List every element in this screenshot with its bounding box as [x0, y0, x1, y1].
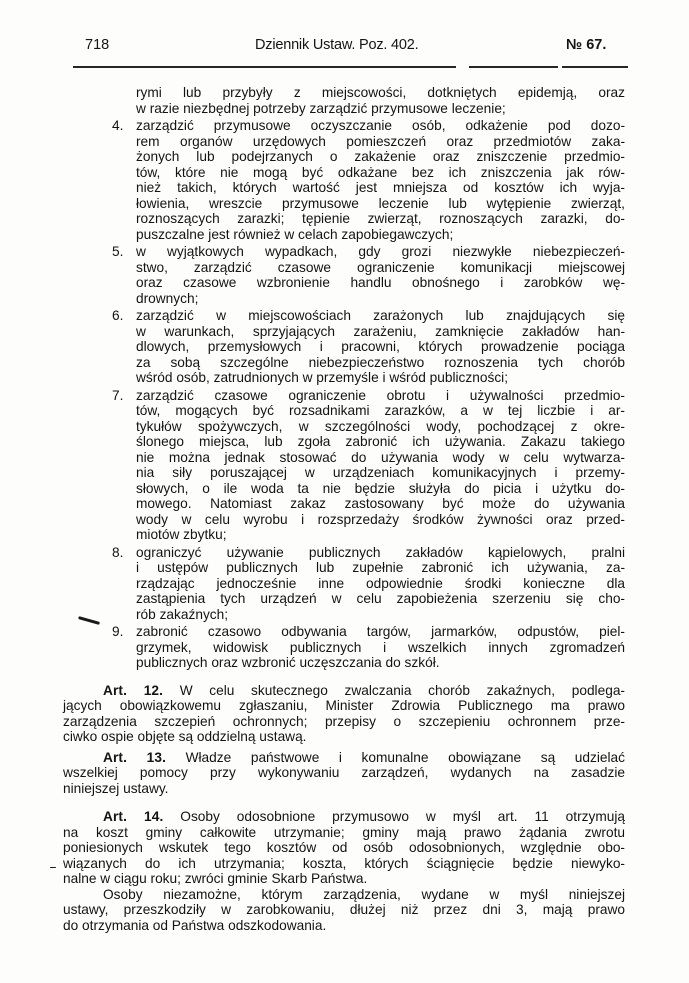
- list-item: [63, 545, 625, 623]
- list-item: [63, 244, 625, 306]
- article-label: Art. 12.: [103, 682, 164, 698]
- text-line: dlowych, przemysłowych i pracowni, których prowadzenie pociąga: [136, 339, 625, 354]
- article-label: Art. 13.: [103, 749, 166, 765]
- article-14: [63, 809, 625, 933]
- text-segment: Władze państwowe i komunalne obowiązane są udzielać: [185, 749, 625, 765]
- text-line: ograniczyć używanie publicznych zakładów kąpielowych, pralni: [136, 544, 625, 560]
- text-line: rem organów urzędowych pomieszczeń oraz przedmiotów zaka-: [136, 133, 625, 149]
- text-line: w wyjątkowych wypadkach, gdy grozi niezwykłe niebezpieczeń-: [136, 244, 625, 259]
- text-line: niniejszej ustawy.: [63, 780, 169, 796]
- list-item-number: 5.: [112, 244, 124, 259]
- text-line: wśród osób, zatrudnionych w przemyśle i wśród publiczności;: [136, 370, 509, 385]
- text-line: wiązanych do ich utrzymania; koszta, których ściągnięcie będzie niewyko-: [63, 855, 625, 871]
- text-line: poniesionych wskutek tego kosztów od osób odosobnionych, względnie obo-: [63, 840, 625, 855]
- text-segment: W celu skutecznego zwalczania chorób zakaźnych, podlega-: [179, 682, 625, 698]
- list-item-number: 6.: [112, 308, 124, 323]
- publication-title: Dziennik Ustaw. Poz. 402.: [255, 37, 419, 53]
- list-item-number: 7.: [112, 387, 124, 403]
- article-13: [63, 750, 625, 797]
- list-item-number: 4.: [112, 118, 124, 133]
- article-first-line: [63, 683, 625, 699]
- text-line: tów, które nie mogą być odkażane bez ich zniszczenia jak rów-: [136, 164, 625, 180]
- header-rule: [469, 66, 558, 68]
- text-line: tów, mogących być rozsadnikami zarazków, a w tej liczbie i ar-: [136, 403, 625, 418]
- text-line: zabronić czasowo odbywania targów, jarmarków, odpustów, piel-: [136, 624, 625, 639]
- document-body: [63, 85, 625, 933]
- issue-number: № 67.: [566, 37, 607, 53]
- text-line: łowienia, wreszcie przymusowe leczenie lub wytępienie zwierząt,: [136, 195, 625, 211]
- paragraph-lines: [136, 308, 625, 386]
- header-rule: [562, 66, 628, 68]
- text-line: i ustępów publicznych lub zupełnie zabronić ich używania, za-: [136, 560, 625, 575]
- list-item: [63, 388, 625, 543]
- paragraph-lines: [136, 545, 625, 623]
- text-line: zarządzić czasowe ograniczenie obrotu i używalności przedmio-: [136, 387, 625, 403]
- ink-speck: [50, 867, 56, 868]
- text-line: nia siły poruszającej w urządzeniach komunikacyjnych i przemy-: [136, 465, 625, 480]
- text-line: na koszt gminy całkowite utrzymanie; gminy mają prawo żądania zwrotu: [63, 824, 625, 840]
- article-label: Art. 14.: [103, 809, 164, 824]
- text-line: roznoszących zarazki; tępienie zwierząt, roznoszących zarazki, do-: [136, 211, 625, 226]
- page-number: 718: [85, 37, 110, 53]
- list-item-number: 9.: [112, 624, 124, 639]
- text-line: puszczalne jest również w celach zapobiegawczych;: [136, 226, 454, 242]
- list-item: [63, 118, 625, 242]
- header-rule: [73, 66, 456, 68]
- list-item-number: 8.: [112, 544, 124, 560]
- list-item-continuation: [63, 85, 625, 116]
- text-line: w warunkach, sprzyjających zarażeniu, zamknięcie zakładów han-: [136, 323, 625, 339]
- text-line: zastąpienia tych urządzeń w celu zapobieżenia szerzeniu się cho-: [136, 591, 625, 606]
- text-line: mowego. Natomiast zakaz zastosowany być może do używania: [136, 496, 625, 511]
- text-line: miotów zbytku;: [136, 527, 227, 542]
- article-first-line: [63, 809, 625, 825]
- list-item: [63, 308, 625, 386]
- text-line: ciwko ospie objęte są oddzielną ustawą.: [63, 729, 307, 744]
- paragraph-lines: [63, 698, 625, 745]
- text-line: nie można jednak stosować do używania wody w celu wytwarza-: [136, 449, 625, 465]
- text-line: stwo, zarządzić czasowe ograniczenie komunikacji miejscowej: [136, 259, 625, 275]
- list-item: [63, 624, 625, 671]
- text-line: publicznych oraz wzbronić uczęszczania do szkół.: [136, 655, 440, 670]
- paragraph-first-line: Osoby niezamożne, którym zarządzenia, wydane w myśl niniejszej: [103, 886, 625, 902]
- paragraph-lines: [63, 902, 625, 933]
- paragraph-lines: [136, 244, 625, 306]
- text-line: nież takich, których wartość jest mniejsza od kosztów ich wyja-: [136, 180, 625, 195]
- text-line: rób zakaźnych;: [136, 606, 229, 622]
- text-line: zarządzenia szczepień ochronnych; przepisy o szczepieniu ochronnem prze-: [63, 713, 625, 729]
- text-line: do otrzymania od Państwa odszkodowania.: [63, 917, 327, 933]
- text-line: rządzając jednocześnie inne odpowiednie środki konieczne dla: [136, 575, 625, 591]
- text-line: jących obowiązkowemu zgłaszaniu, Minister Zdrowia Publicznego ma prawo: [63, 698, 625, 713]
- article-first-line: [63, 750, 625, 766]
- text-line: ślonego miejsca, lub zgoła zabronić ich używania. Zakazu takiego: [136, 434, 625, 449]
- text-line: za sobą szczególne niebezpieczeństwo roznoszenia tych chorób: [136, 354, 625, 370]
- text-line: wody w celu wyrobu i rozsprzedaży środków żywności oraz przed-: [136, 511, 625, 527]
- paragraph-lines: [63, 765, 625, 796]
- text-line: tykułów spożywczych, w szczególności wody, pochodzącej z okre-: [136, 418, 625, 434]
- text-line: żonych lub podejrzanych o zakażenie oraz zniszczenie przedmio-: [136, 149, 625, 164]
- text-line: nalne w ciągu roku; zwróci gminie Skarb Państwa.: [63, 871, 368, 886]
- text-line: oraz czasowe wzbronienie handlu obnośnego i zarobków wę-: [136, 275, 625, 290]
- paragraph-lines: [136, 85, 625, 116]
- text-line: słowych, o ile woda ta nie będzie służyła do picia i użytku do-: [136, 480, 625, 496]
- text-line: w razie niezbędnej potrzeby zarządzić przymusowe leczenie;: [136, 100, 506, 116]
- text-line: drownych;: [136, 290, 199, 306]
- text-line: ustawy, przeszkodziły w zarobkowaniu, dłużej niż przez dni 3, mają prawo: [63, 902, 625, 917]
- paragraph-lines: [136, 388, 625, 543]
- text-line: zarządzić przymusowe oczyszczanie osób, odkażenie pod dozo-: [136, 118, 625, 133]
- text-segment: Osoby odosobnione przymusowo w myśl art. 11 otrzymują: [180, 809, 625, 824]
- text-line: wszelkiej pomocy przy wykonywaniu zarządzeń, wydanych na zasadzie: [63, 765, 625, 780]
- text-line: zarządzić w miejscowościach zarażonych lub znajdujących się: [136, 308, 625, 323]
- paragraph-lines: [136, 118, 625, 242]
- text-line: grzymek, widowisk publicznych i wszelkich innych zgromadzeń: [136, 639, 625, 655]
- paragraph-lines: [136, 624, 625, 671]
- paragraph-lines: [63, 825, 625, 887]
- text-line: rymi lub przybyły z miejscowości, dotkniętych epidemją, oraz: [136, 85, 625, 100]
- article-12: [63, 683, 625, 745]
